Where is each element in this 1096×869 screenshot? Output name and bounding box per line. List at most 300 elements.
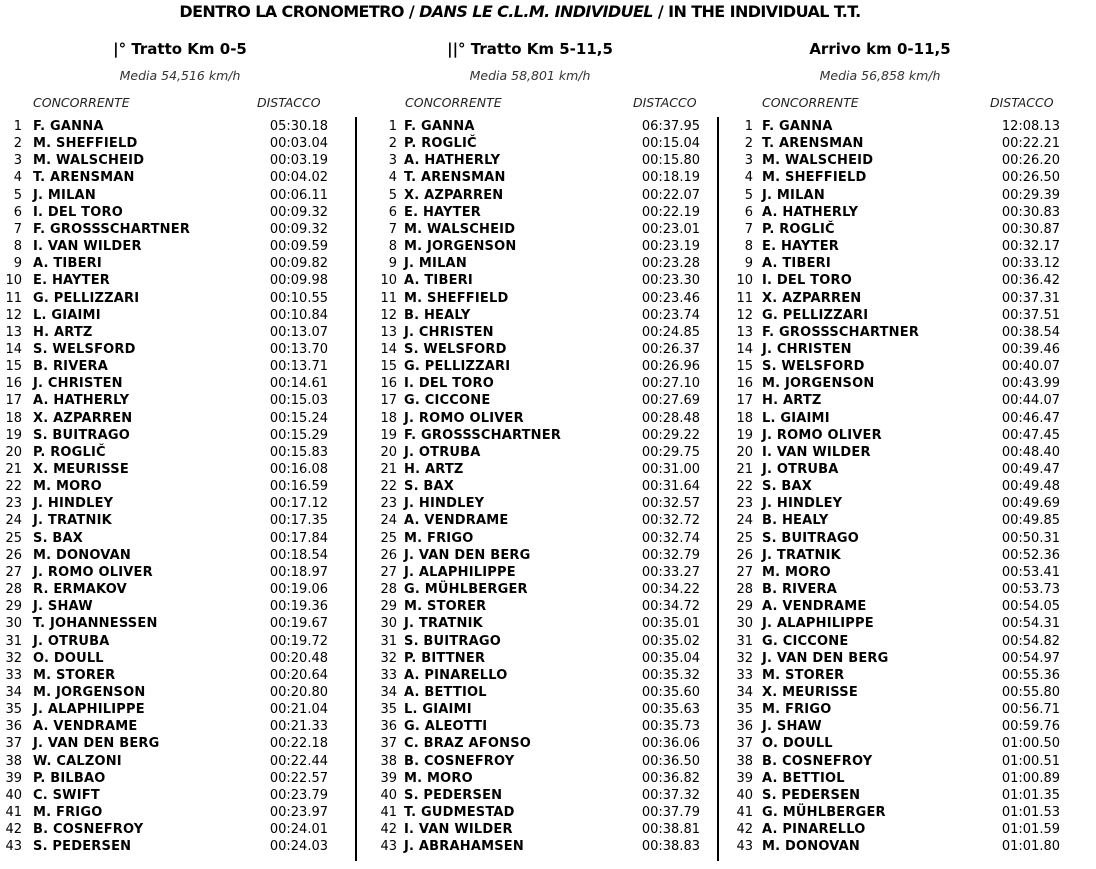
gap-time: 00:22.19: [641, 204, 700, 220]
rider-name: M. SHEFFIELD: [762, 170, 867, 186]
table-row: [0, 324, 330, 341]
gap-time: 00:15.29: [269, 427, 328, 443]
gap-time: 00:23.30: [641, 273, 700, 289]
table-row: [720, 598, 1062, 615]
rank: 1: [388, 119, 397, 134]
table-row: [720, 821, 1062, 838]
rank: 39: [380, 770, 397, 786]
gap-time: 00:36.42: [1001, 273, 1060, 289]
gap-time: 00:18.19: [641, 170, 700, 186]
rank: 28: [380, 582, 397, 598]
gap-time: 00:34.22: [641, 582, 700, 598]
table-row: [720, 787, 1062, 804]
rank: 40: [736, 787, 753, 803]
rider-name: A. BETTIOL: [762, 770, 845, 786]
gap-time: 00:38.81: [641, 822, 700, 838]
gap-time: 00:36.50: [641, 753, 700, 769]
rank: 13: [380, 324, 397, 340]
rider-name: S. PEDERSEN: [762, 787, 861, 803]
table-row: [0, 633, 330, 650]
gap-time: 00:15.83: [269, 444, 328, 460]
rider-name: T. ARENSMAN: [762, 136, 864, 152]
table-row: [0, 530, 330, 547]
rank: 17: [5, 393, 22, 409]
rider-name: J. MILAN: [762, 187, 825, 203]
rank: 28: [5, 582, 22, 598]
gap-time: 00:50.31: [1001, 530, 1060, 546]
table-row: [720, 770, 1062, 787]
rider-name: J. ALAPHILIPPE: [404, 564, 516, 580]
gap-time: 00:21.04: [269, 702, 328, 718]
rank: 35: [736, 702, 753, 718]
table-row: [360, 770, 702, 787]
rank: 37: [736, 736, 753, 752]
rider-name: M. JORGENSON: [404, 239, 517, 255]
rider-name: H. ARTZ: [404, 462, 464, 477]
table-row: [360, 238, 702, 255]
rider-name: M. SHEFFIELD: [33, 136, 138, 152]
gap-time: 00:54.31: [1001, 616, 1060, 632]
rider-name: C. SWIFT: [33, 787, 100, 803]
rider-name: G. PELLIZZARI: [404, 359, 511, 375]
rank: 3: [13, 153, 22, 169]
rider-name: E. HAYTER: [762, 239, 840, 255]
rank: 31: [736, 633, 753, 649]
rank: 17: [736, 393, 753, 409]
table-row: [720, 753, 1062, 770]
rider-name: S. WELSFORD: [762, 359, 865, 375]
rank: 33: [736, 667, 753, 683]
gap-time: 00:39.46: [1001, 341, 1060, 357]
rank: 5: [388, 187, 397, 203]
table-row: [720, 838, 1062, 855]
table-row: [360, 392, 702, 409]
table-row: [0, 392, 330, 409]
rider-name: X. MEURISSE: [762, 684, 858, 700]
gap-time: 00:55.36: [1001, 667, 1060, 683]
rank: 35: [380, 702, 397, 718]
rank: 28: [736, 582, 753, 598]
rider-name: M. DONOVAN: [33, 547, 131, 563]
rank: 18: [380, 410, 397, 426]
table-row: [0, 358, 330, 375]
gap-time: 00:06.11: [269, 187, 328, 203]
rank: 21: [5, 462, 22, 477]
table-row: [360, 650, 702, 667]
gap-time: 06:37.95: [641, 119, 700, 134]
table-row: [360, 547, 702, 564]
table-row: [720, 804, 1062, 821]
table-row: [0, 787, 330, 804]
rider-name: W. CALZONI: [33, 753, 122, 769]
table-row: [0, 684, 330, 701]
rank: 3: [744, 153, 753, 169]
rank: 18: [5, 410, 22, 426]
table-row: [720, 152, 1062, 169]
rank: 25: [736, 530, 753, 546]
rank: 27: [736, 564, 753, 580]
rider-name: M. WALSCHEID: [762, 153, 874, 169]
title-italian: DENTRO LA CRONOMETRO /: [179, 2, 420, 21]
table-row: [360, 375, 702, 392]
table-row: [720, 650, 1062, 667]
rank: 34: [380, 684, 397, 700]
table-row: [720, 221, 1062, 238]
rider-name: M. STORER: [33, 667, 116, 683]
rank: 24: [5, 513, 22, 529]
rank: 33: [5, 667, 22, 683]
gap-time: 01:01.59: [1001, 822, 1060, 838]
rank: 6: [13, 204, 22, 220]
column-header-rider: CONCORRENTE: [762, 95, 859, 110]
gap-time: 00:17.84: [269, 530, 328, 546]
table-row: [360, 667, 702, 684]
rider-name: P. ROGLIČ: [762, 221, 835, 237]
rider-name: J. MILAN: [33, 187, 96, 203]
table-row: [720, 581, 1062, 598]
rank: 30: [5, 616, 22, 632]
gap-time: 00:16.59: [269, 479, 328, 495]
gap-time: 00:36.06: [641, 736, 700, 752]
table-row: [720, 135, 1062, 152]
table-row: [720, 290, 1062, 307]
rank: 27: [380, 564, 397, 580]
rank: 26: [380, 547, 397, 563]
rank: 8: [388, 239, 397, 255]
rank: 22: [380, 479, 397, 495]
rank: 20: [5, 444, 22, 460]
gap-time: 00:35.60: [641, 684, 700, 700]
rider-name: M. WALSCHEID: [404, 221, 516, 237]
rank: 1: [13, 119, 22, 134]
rank: 4: [388, 170, 397, 186]
rider-name: P. BILBAO: [33, 770, 106, 786]
rider-name: M. JORGENSON: [33, 684, 146, 700]
gap-time: 00:23.74: [641, 307, 700, 323]
section-average-speed: Media 54,516 km/h: [119, 68, 241, 83]
gap-time: 12:08.13: [1001, 119, 1060, 134]
rider-name: J. TRATNIK: [762, 547, 841, 563]
rank: 22: [736, 479, 753, 495]
rider-name: A. TIBERI: [762, 256, 831, 272]
rider-name: M. MORO: [404, 770, 473, 786]
rider-name: J. SHAW: [33, 599, 93, 615]
gap-time: 00:13.71: [269, 359, 328, 375]
gap-time: 00:32.79: [641, 547, 700, 563]
rider-name: A. HATHERLY: [404, 153, 501, 169]
rank: 39: [736, 770, 753, 786]
rank: 1: [744, 119, 753, 134]
rider-name: B. RIVERA: [762, 582, 838, 598]
rider-name: A. PINARELLO: [762, 822, 866, 838]
rank: 10: [380, 273, 397, 289]
rank: 24: [380, 513, 397, 529]
table-row: [360, 633, 702, 650]
table-row: [360, 787, 702, 804]
gap-time: 00:13.07: [269, 324, 328, 340]
rank: 2: [13, 136, 22, 152]
rider-name: J. HINDLEY: [762, 496, 843, 512]
table-row: [0, 495, 330, 512]
table-row: [360, 290, 702, 307]
gap-time: 00:20.80: [269, 684, 328, 700]
gap-time: 00:20.64: [269, 667, 328, 683]
table-row: [0, 238, 330, 255]
rank: 42: [5, 822, 22, 838]
table-row: [0, 770, 330, 787]
gap-time: 00:22.44: [269, 753, 328, 769]
section-average-speed: Media 58,801 km/h: [469, 68, 591, 83]
rider-name: I. VAN WILDER: [762, 444, 871, 460]
rider-name: H. ARTZ: [762, 393, 822, 409]
gap-time: 01:01.80: [1001, 839, 1060, 855]
title-french: DANS LE C.L.M. INDIVIDUEL: [419, 2, 653, 21]
rank: 37: [380, 736, 397, 752]
rider-name: M. DONOVAN: [762, 839, 860, 855]
rank: 12: [736, 307, 753, 323]
gap-time: 00:09.82: [269, 256, 328, 272]
rider-name: I. VAN WILDER: [404, 822, 513, 838]
rank: 4: [744, 170, 753, 186]
gap-time: 00:23.79: [269, 787, 328, 803]
gap-time: 00:10.55: [269, 290, 328, 306]
table-row: [0, 615, 330, 632]
gap-time: 00:49.48: [1001, 479, 1060, 495]
table-row: [360, 838, 702, 855]
rider-name: S. BAX: [404, 479, 455, 495]
rank: 43: [736, 839, 753, 855]
rank: 29: [380, 599, 397, 615]
gap-time: 00:28.48: [641, 410, 700, 426]
rank: 38: [380, 753, 397, 769]
table-row: [360, 307, 702, 324]
rider-name: A. TIBERI: [33, 256, 102, 272]
gap-time: 00:23.46: [641, 290, 700, 306]
table-row: [360, 478, 702, 495]
rank: 32: [380, 650, 397, 666]
rider-name: B. RIVERA: [33, 359, 109, 375]
table-row: [720, 392, 1062, 409]
rank: 16: [5, 376, 22, 392]
rider-name: A. HATHERLY: [33, 393, 130, 409]
rider-name: A. VENDRAME: [404, 513, 509, 529]
rider-name: G. PELLIZZARI: [33, 290, 140, 306]
rank: 43: [380, 839, 397, 855]
table-row: [360, 512, 702, 529]
rank: 25: [5, 530, 22, 546]
gap-time: 00:27.69: [641, 393, 700, 409]
rank: 5: [13, 187, 22, 203]
rank: 12: [5, 307, 22, 323]
rank: 7: [388, 221, 397, 237]
rank: 35: [5, 702, 22, 718]
gap-time: 00:19.72: [269, 633, 328, 649]
gap-time: 00:47.45: [1001, 427, 1060, 443]
rank: 34: [736, 684, 753, 700]
rank: 3: [388, 153, 397, 169]
gap-time: 00:16.08: [269, 462, 328, 477]
rider-name: J. ROMO OLIVER: [33, 564, 153, 580]
column-header-gap: DISTACCO: [633, 95, 697, 110]
rank: 42: [736, 822, 753, 838]
table-row: [360, 272, 702, 289]
gap-time: 05:30.18: [269, 119, 328, 134]
gap-time: 00:19.06: [269, 582, 328, 598]
rank: 19: [5, 427, 22, 443]
table-row: [720, 701, 1062, 718]
rank: 9: [388, 256, 397, 272]
rider-name: M. STORER: [404, 599, 487, 615]
rank: 32: [736, 650, 753, 666]
gap-time: 00:33.27: [641, 564, 700, 580]
gap-time: 01:00.50: [1001, 736, 1060, 752]
table-row: [0, 255, 330, 272]
rank: 32: [5, 650, 22, 666]
table-row: [720, 495, 1062, 512]
gap-time: 00:49.69: [1001, 496, 1060, 512]
table-row: [720, 478, 1062, 495]
rider-name: P. ROGLIČ: [404, 136, 477, 152]
rider-name: S. BAX: [762, 479, 813, 495]
table-row: [0, 718, 330, 735]
rider-name: S. WELSFORD: [404, 341, 507, 357]
rider-name: J. CHRISTEN: [404, 324, 494, 340]
table-row: [360, 221, 702, 238]
rider-name: E. HAYTER: [404, 204, 482, 220]
table-row: [360, 444, 702, 461]
rider-name: S. BUITRAGO: [33, 427, 130, 443]
rider-name: A. VENDRAME: [33, 719, 138, 735]
gap-time: 00:22.21: [1001, 136, 1060, 152]
table-row: [720, 461, 1062, 478]
gap-time: 00:03.19: [269, 153, 328, 169]
rider-name: J. OTRUBA: [33, 633, 110, 649]
rider-name: A. BETTIOL: [404, 684, 487, 700]
rider-name: S. PEDERSEN: [404, 787, 503, 803]
table-row: [360, 804, 702, 821]
rank: 15: [736, 359, 753, 375]
table-row: [0, 821, 330, 838]
rider-name: E. HAYTER: [33, 273, 111, 289]
gap-time: 00:20.48: [269, 650, 328, 666]
gap-time: 00:23.28: [641, 256, 700, 272]
rider-name: M. STORER: [762, 667, 845, 683]
column-header-rider: CONCORRENTE: [33, 95, 130, 110]
rank: 2: [388, 136, 397, 152]
rank: 38: [736, 753, 753, 769]
rider-name: J. MILAN: [404, 256, 467, 272]
rider-name: X. AZPARREN: [33, 410, 133, 426]
column-divider: [355, 117, 357, 861]
gap-time: 00:29.22: [641, 427, 700, 443]
rider-name: G. ALEOTTI: [404, 719, 488, 735]
gap-time: 00:18.97: [269, 564, 328, 580]
gap-time: 00:54.82: [1001, 633, 1060, 649]
rider-name: T. ARENSMAN: [33, 170, 135, 186]
column-header-gap: DISTACCO: [990, 95, 1054, 110]
rank: 41: [5, 805, 22, 820]
table-row: [0, 512, 330, 529]
rank: 10: [5, 273, 22, 289]
table-row: [720, 667, 1062, 684]
rider-name: A. TIBERI: [404, 273, 473, 289]
rider-name: J. ALAPHILIPPE: [33, 702, 145, 718]
rider-name: T. JOHANNESSEN: [33, 616, 158, 632]
gap-time: 00:53.73: [1001, 582, 1060, 598]
gap-time: 00:56.71: [1001, 702, 1060, 718]
rider-name: A. HATHERLY: [762, 204, 859, 220]
rank: 38: [5, 753, 22, 769]
table-row: [360, 735, 702, 752]
table-row: [0, 307, 330, 324]
rank: 29: [5, 599, 22, 615]
gap-time: 00:10.84: [269, 307, 328, 323]
rider-name: S. BAX: [33, 530, 84, 546]
table-row: [360, 341, 702, 358]
rank: 19: [736, 427, 753, 443]
table-row: [720, 204, 1062, 221]
rider-name: T. ARENSMAN: [404, 170, 506, 186]
table-row: [360, 461, 702, 478]
rank: 30: [380, 616, 397, 632]
rider-name: R. ERMAKOV: [33, 582, 127, 598]
rider-name: O. DOULL: [33, 650, 104, 666]
rider-name: I. DEL TORO: [404, 376, 494, 392]
gap-time: 00:53.41: [1001, 564, 1060, 580]
rider-name: J. VAN DEN BERG: [404, 547, 531, 563]
rider-name: X. AZPARREN: [404, 187, 504, 203]
rank: 27: [5, 564, 22, 580]
rank: 15: [380, 359, 397, 375]
table-row: [720, 187, 1062, 204]
rank: 33: [380, 667, 397, 683]
gap-time: 00:35.32: [641, 667, 700, 683]
rank: 23: [5, 496, 22, 512]
gap-time: 00:49.85: [1001, 513, 1060, 529]
rank: 23: [736, 496, 753, 512]
table-row: [360, 684, 702, 701]
rider-name: J. ABRAHAMSEN: [404, 839, 524, 855]
table-row: [720, 118, 1062, 135]
rider-name: A. PINARELLO: [404, 667, 508, 683]
table-row: [360, 615, 702, 632]
rider-name: I. VAN WILDER: [33, 239, 142, 255]
rider-name: J. OTRUBA: [404, 444, 481, 460]
rank: 21: [380, 462, 397, 477]
rank: 39: [5, 770, 22, 786]
table-row: [720, 324, 1062, 341]
rank: 9: [13, 256, 22, 272]
rider-name: J. VAN DEN BERG: [762, 650, 889, 666]
table-row: [0, 169, 330, 186]
gap-time: 01:00.89: [1001, 770, 1060, 786]
rank: 17: [380, 393, 397, 409]
table-row: [720, 735, 1062, 752]
gap-time: 00:38.83: [641, 839, 700, 855]
rank: 14: [736, 341, 753, 357]
rank: 18: [736, 410, 753, 426]
gap-time: 00:35.04: [641, 650, 700, 666]
rider-name: S. WELSFORD: [33, 341, 136, 357]
rank: 25: [380, 530, 397, 546]
rank: 31: [5, 633, 22, 649]
table-row: [360, 118, 702, 135]
rank: 23: [380, 496, 397, 512]
gap-time: 00:35.01: [641, 616, 700, 632]
gap-time: 00:54.05: [1001, 599, 1060, 615]
title-english: / IN THE INDIVIDUAL T.T.: [652, 2, 861, 21]
table-row: [0, 564, 330, 581]
